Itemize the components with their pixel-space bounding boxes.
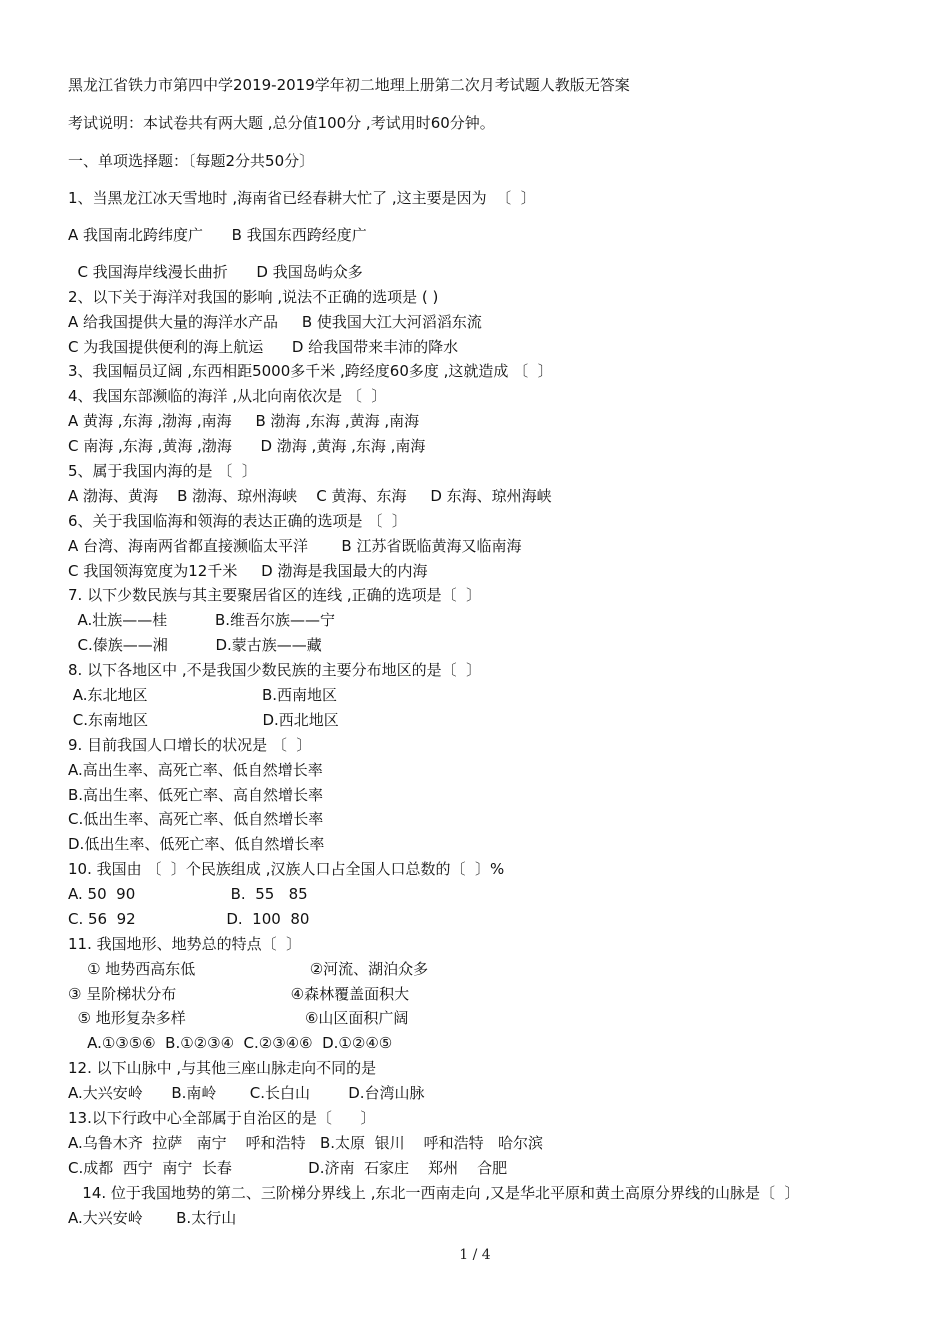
question-line: 3、我国幅员辽阔 ,东西相距5000多千米 ,跨经度60多度 ,这就造成 〔 〕: [68, 362, 553, 380]
question-line: 7. 以下少数民族与其主要聚居省区的连线 ,正确的选项是〔 〕: [68, 586, 482, 604]
answer-option-line: D.低出生率、低死亡率、低自然增长率: [68, 835, 325, 853]
question-line: 5、属于我国内海的是 〔 〕: [68, 462, 257, 480]
question-line: 12. 以下山脉中 ,与其他三座山脉走向不同的是: [68, 1059, 377, 1077]
question-line: 10. 我国由 〔 〕个民族组成 ,汉族人口占全国人口总数的〔 〕%: [68, 860, 505, 878]
statement-line: ③ 呈阶梯状分布 ④森林覆盖面积大: [68, 985, 410, 1003]
answer-option-line: C 为我国提供便利的海上航运 D 给我国带来丰沛的降水: [68, 338, 459, 356]
answer-option-line: C.东南地区 D.西北地区: [68, 711, 339, 729]
answer-option-line: C 南海 ,东海 ,黄海 ,渤海 D 渤海 ,黄海 ,东海 ,南海: [68, 437, 426, 455]
answer-option-line: A.东北地区 B.西南地区: [68, 686, 338, 704]
answer-option-line: A.大兴安岭 B.南岭 C.长白山 D.台湾山脉: [68, 1084, 425, 1102]
answer-option-line: C 我国领海宽度为12千米 D 渤海是我国最大的内海: [68, 562, 428, 580]
answer-option-line: C. 56 92 D. 100 80: [68, 910, 310, 928]
answer-option-line: A.高出生率、高死亡率、低自然增长率: [68, 761, 323, 779]
question-line: 14. 位于我国地势的第二、三阶梯分界线上 ,东北一西南走向 ,又是华北平原和黄土高原分界线的山脉是〔 〕: [68, 1184, 800, 1202]
question-line: 4、我国东部濒临的海洋 ,从北向南依次是 〔 〕: [68, 387, 387, 405]
answer-option-line: C 我国海岸线漫长曲折 D 我国岛屿众多: [68, 263, 363, 281]
answer-option-line: A.①③⑤⑥ B.①②③④ C.②③④⑥ D.①②④⑤: [68, 1034, 393, 1052]
statement-line: ① 地势西高东低 ②河流、湖泊众多: [68, 960, 429, 978]
question-line: 6、关于我国临海和领海的表达正确的选项是 〔 〕: [68, 512, 407, 530]
page-number: 1 / 4: [459, 1247, 491, 1263]
answer-option-line: A. 50 90 B. 55 85: [68, 885, 308, 903]
question-line: 11. 我国地形、地势总的特点〔 〕: [68, 935, 302, 953]
question-line: 8. 以下各地区中 ,不是我国少数民族的主要分布地区的是〔 〕: [68, 661, 482, 679]
answer-option-line: A 渤海、黄海 B 渤海、琼州海峡 C 黄海、东海 D 东海、琼州海峡: [68, 487, 552, 505]
answer-option-line: A 我国南北跨纬度广 B 我国东西跨经度广: [68, 226, 367, 244]
answer-option-line: B.高出生率、低死亡率、高自然增长率: [68, 786, 324, 804]
question-line: 2、以下关于海洋对我国的影响 ,说法不正确的选项是 ( ): [68, 288, 439, 306]
document-title: 黑龙江省铁力市第四中学2019-2019学年初二地理上册第二次月考试题人教版无答案: [68, 76, 630, 94]
statement-line: ⑤ 地形复杂多样 ⑥山区面积广阔: [68, 1009, 409, 1027]
answer-option-line: C.低出生率、高死亡率、低自然增长率: [68, 810, 324, 828]
answer-option-line: A.乌鲁木齐 拉萨 南宁 呼和浩特 B.太原 银川 呼和浩特 哈尔滨: [68, 1134, 543, 1152]
answer-option-line: A 给我国提供大量的海洋水产品 B 使我国大江大河滔滔东流: [68, 313, 482, 331]
question-line: 1、当黑龙江冰天雪地时 ,海南省已经春耕大忙了 ,这主要是因为 〔 〕: [68, 189, 536, 207]
section-heading: 一、单项选择题：〔每题2分共50分〕: [68, 152, 315, 170]
answer-option-line: A.壮族——桂 B.维吾尔族——宁: [68, 611, 336, 629]
exam-instructions: 考试说明：本试卷共有两大题 ,总分值100分 ,考试用时60分钟。: [68, 114, 495, 132]
answer-option-line: A 黄海 ,东海 ,渤海 ,南海 B 渤海 ,东海 ,黄海 ,南海: [68, 412, 420, 430]
answer-option-line: C.傣族——湘 D.蒙古族——藏: [68, 636, 322, 654]
answer-option-line: A 台湾、海南两省都直接濒临太平洋 B 江苏省既临黄海又临南海: [68, 537, 522, 555]
question-line: 9. 目前我国人口增长的状况是 〔 〕: [68, 736, 312, 754]
answer-option-line: C.成都 西宁 南宁 长春 D.济南 石家庄 郑州 合肥: [68, 1159, 508, 1177]
answer-option-line: A.大兴安岭 B.太行山: [68, 1209, 237, 1227]
question-line: 13.以下行政中心全部属于自治区的是〔 〕: [68, 1109, 376, 1127]
